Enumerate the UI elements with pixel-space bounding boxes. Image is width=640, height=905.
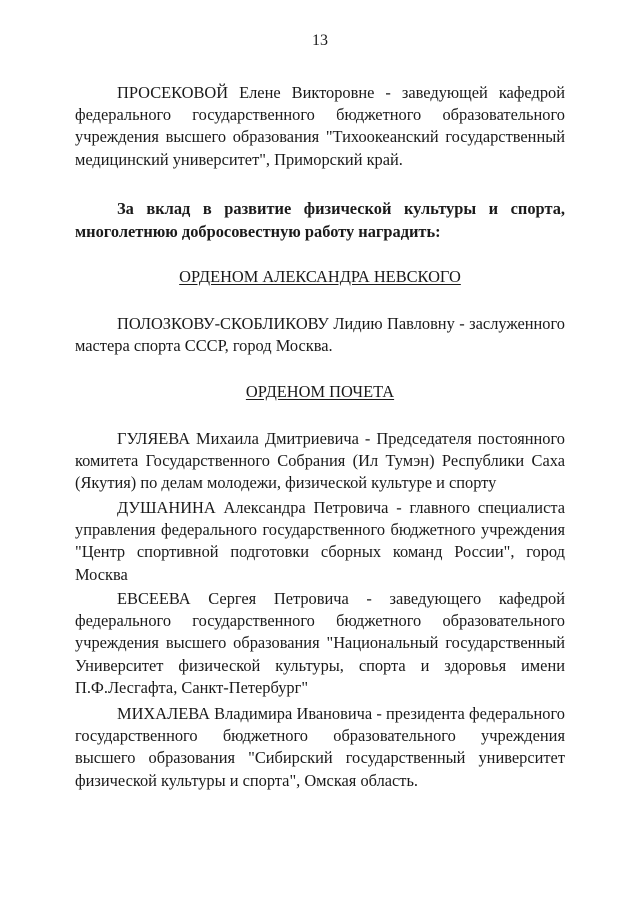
award-entry-gulyaev: ГУЛЯЕВА Михаила Дмитриевича - Председателя постоянного комитета Государственного Собрания (Ил Тумэн) Республики Саха (Якутия) по делам молодежи, физической культуре и спорту xyxy=(75,429,565,493)
award-entry-polozkova-skoblikova: ПОЛОЗКОВУ-СКОБЛИКОВУ Лидию Павловну - заслуженного мастера спорта СССР, город Москва. xyxy=(75,314,565,356)
award-entry-evseev: ЕВСЕЕВА Сергея Петровича - заведующего кафедрой федерального государственного бюджетного образовательного учреждения высшего образования "Национальный государственный Университет физической культуры, спорта и здоровья имени П.Ф.Лесгафта, Санкт-Петербург" xyxy=(75,589,565,697)
award-heading-order-of-honour: ОРДЕНОМ ПОЧЕТА xyxy=(245,382,395,401)
page-number: 13 xyxy=(312,32,328,49)
award-section-intro: За вклад в развитие физической культуры и спорта, многолетнюю добросовестную работу наградить: xyxy=(75,199,565,241)
award-entry-mikhalev: МИХАЛЕВА Владимира Ивановича - президента федерального государственного бюджетного образовательного учреждения высшего образования "Сибирский государственный университет физической культуры и спорта", Омская область. xyxy=(75,704,565,790)
award-entry-dushanin: ДУШАНИНА Александра Петровича - главного специалиста управления федерального государственного бюджетного учреждения "Центр спортивной подготовки сборных команд России", город Москва xyxy=(75,498,565,584)
award-heading-order-alexander-nevsky: ОРДЕНОМ АЛЕКСАНДРА НЕВСКОГО xyxy=(179,267,461,286)
award-entry-prosekova: ПРОСЕКОВОЙ Елене Викторовне - заведующей кафедрой федерального государственного бюджетного образовательного учреждения высшего образования "Тихоокеанский государственный медицинский университет", Приморский край. xyxy=(75,83,565,169)
